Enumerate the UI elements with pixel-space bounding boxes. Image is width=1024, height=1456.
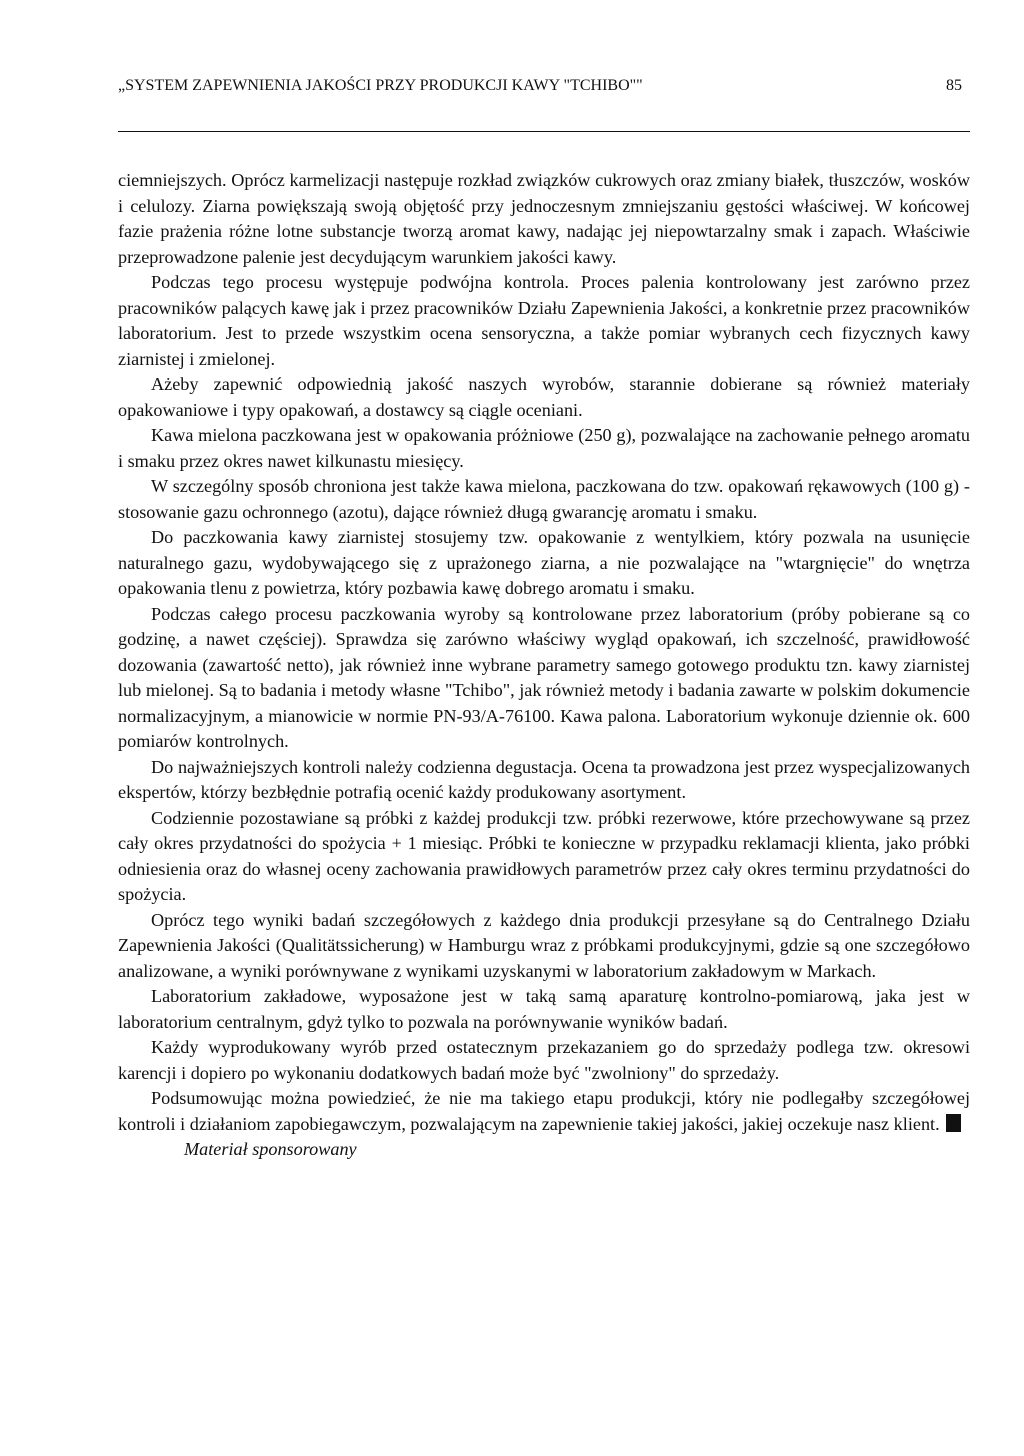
article-body (118, 168, 970, 1163)
paragraph-2: Podczas tego procesu występuje podwójna kontrola. Proces palenia kontrolowany jest zarówno przez pracowników palących kawę jak i przez pracowników Działu Zapewnienia Jakości, a konkretnie przez pracowników laboratorium. Jest to przede wszystkim ocena sensoryczna, a także pomiar wybranych cech fizycznych kawy ziarnistej i zmielonej. (118, 272, 970, 369)
paragraph-6: Do paczkowania kawy ziarnistej stosujemy tzw. opakowanie z wentylkiem, który pozwala na usunięcie naturalnego gazu, wydobywającego się z uprażonego ziarna, a nie pozwalające na "wtargnięcie" do wnętrza opakowania tlenu z powietrza, który pozbawia kawę dobrego aromatu i smaku. (118, 527, 970, 598)
sponsored-note: Materiał sponsorowany (184, 1139, 357, 1159)
paragraph-9: Codziennie pozostawiane są próbki z każdej produkcji tzw. próbki rezerwowe, które przechowywane są przez cały okres przydatności do spożycia + 1 miesiąc. Próbki te konieczne w przypadku reklamacji klienta, jako próbki odniesienia oraz do własnej oceny zachowania prawidłowych parametrów przez cały okres terminu przydatności do spożycia. (118, 807, 970, 904)
paragraph-13 (118, 1086, 970, 1137)
page-number: 85 (946, 77, 962, 94)
paragraph-3: Ażeby zapewnić odpowiednią jakość naszych wyrobów, starannie dobierane są również materiały opakowaniowe i typy opakowań, a dostawcy są ciągle oceniani. (118, 374, 970, 420)
paragraph-4: Kawa mielona paczkowana jest w opakowania próżniowe (250 g), pozwalające na zachowanie pełnego aromatu i smaku przez okres nawet kilkunastu miesięcy. (118, 425, 970, 471)
running-title: „SYSTEM ZAPEWNIENIA JAKOŚCI PRZY PRODUKCJI KAWY "TCHIBO"" (118, 77, 643, 94)
paragraph-10: Oprócz tego wyniki badań szczegółowych z każdego dnia produkcji przesyłane są do Centralnego Działu Zapewnienia Jakości (Qualitätssicherung) w Hamburgu wraz z próbkami produkcyjnymi, gdzie są one szczegółowo analizowane, a wyniki porównywane z wynikami uzyskanymi w laboratorium zakładowym w Markach. (118, 909, 970, 981)
header-rule (118, 131, 970, 132)
paragraph-8: Do najważniejszych kontroli należy codzienna degustacja. Ocena ta prowadzona jest przez wyspecjalizowanych ekspertów, którzy bezbłędnie potrafią ocenić każdy produkowany asortyment. (118, 756, 970, 802)
running-header (118, 77, 962, 101)
paragraph-1: ciemniejszych. Oprócz karmelizacji następuje rozkład związków cukrowych oraz zmiany białek, tłuszczów, wosków i celulozy. Ziarna powiększają swoją objętość przy jednoczesnym zmniejszaniu gęstości właściwej. W końcowej fazie prażenia różne lotne substancje tworzą aromat kawy, nadając jej niepowtarzalny smak i zapach. Właściwie przeprowadzone palenie jest decydującym warunkiem jakości kawy. (118, 170, 970, 267)
paragraph-12: Każdy wyprodukowany wyrób przed ostatecznym przekazaniem go do sprzedaży podlega tzw. okresowi karencji i dopiero po wykonaniu dodatkowych badań może być "zwolniony" do sprzedaży. (118, 1037, 970, 1083)
paragraph-11: Laboratorium zakładowe, wyposażone jest w taką samą aparaturę kontrolno-pomiarową, jaka jest w laboratorium centralnym, gdyż tylko to pozwala na porównywanie wyników badań. (118, 986, 970, 1032)
paragraph-7: Podczas całego procesu paczkowania wyroby są kontrolowane przez laboratorium (próby pobierane są co godzinę, a nawet częściej). Sprawdza się zarówno właściwy wygląd opakowań, ich szczelność, prawidłowość dozowania (zawartość netto), jak również inne wybrane parametry samego gotowego produktu tzn. kawy ziarnistej lub mielonej. Są to badania i metody własne "Tchibo", jak również metody i badania zawarte w polskim dokumencie normalizacyjnym, a mianowicie w normie PN-93/A-76100. Kawa palona. Laboratorium wykonuje dziennie ok. 600 pomiarów kontrolnych. (118, 603, 970, 751)
paragraph-13-text: Podsumowując można powiedzieć, że nie ma takiego etapu produkcji, który nie podlegałby szczegółowej kontroli i działaniom zapobiegawczym, pozwalającym na zapewnienie takiej jakości, jakiej oczekuje nasz klient. (118, 1088, 970, 1134)
paragraph-5: W szczególny sposób chroniona jest także kawa mielona, paczkowana do tzw. opakowań rękawowych (100 g) - stosowanie gazu ochronnego (azotu), dające również długą gwarancję aromatu i smaku. (118, 476, 970, 522)
end-of-article-square-icon (946, 1114, 961, 1132)
